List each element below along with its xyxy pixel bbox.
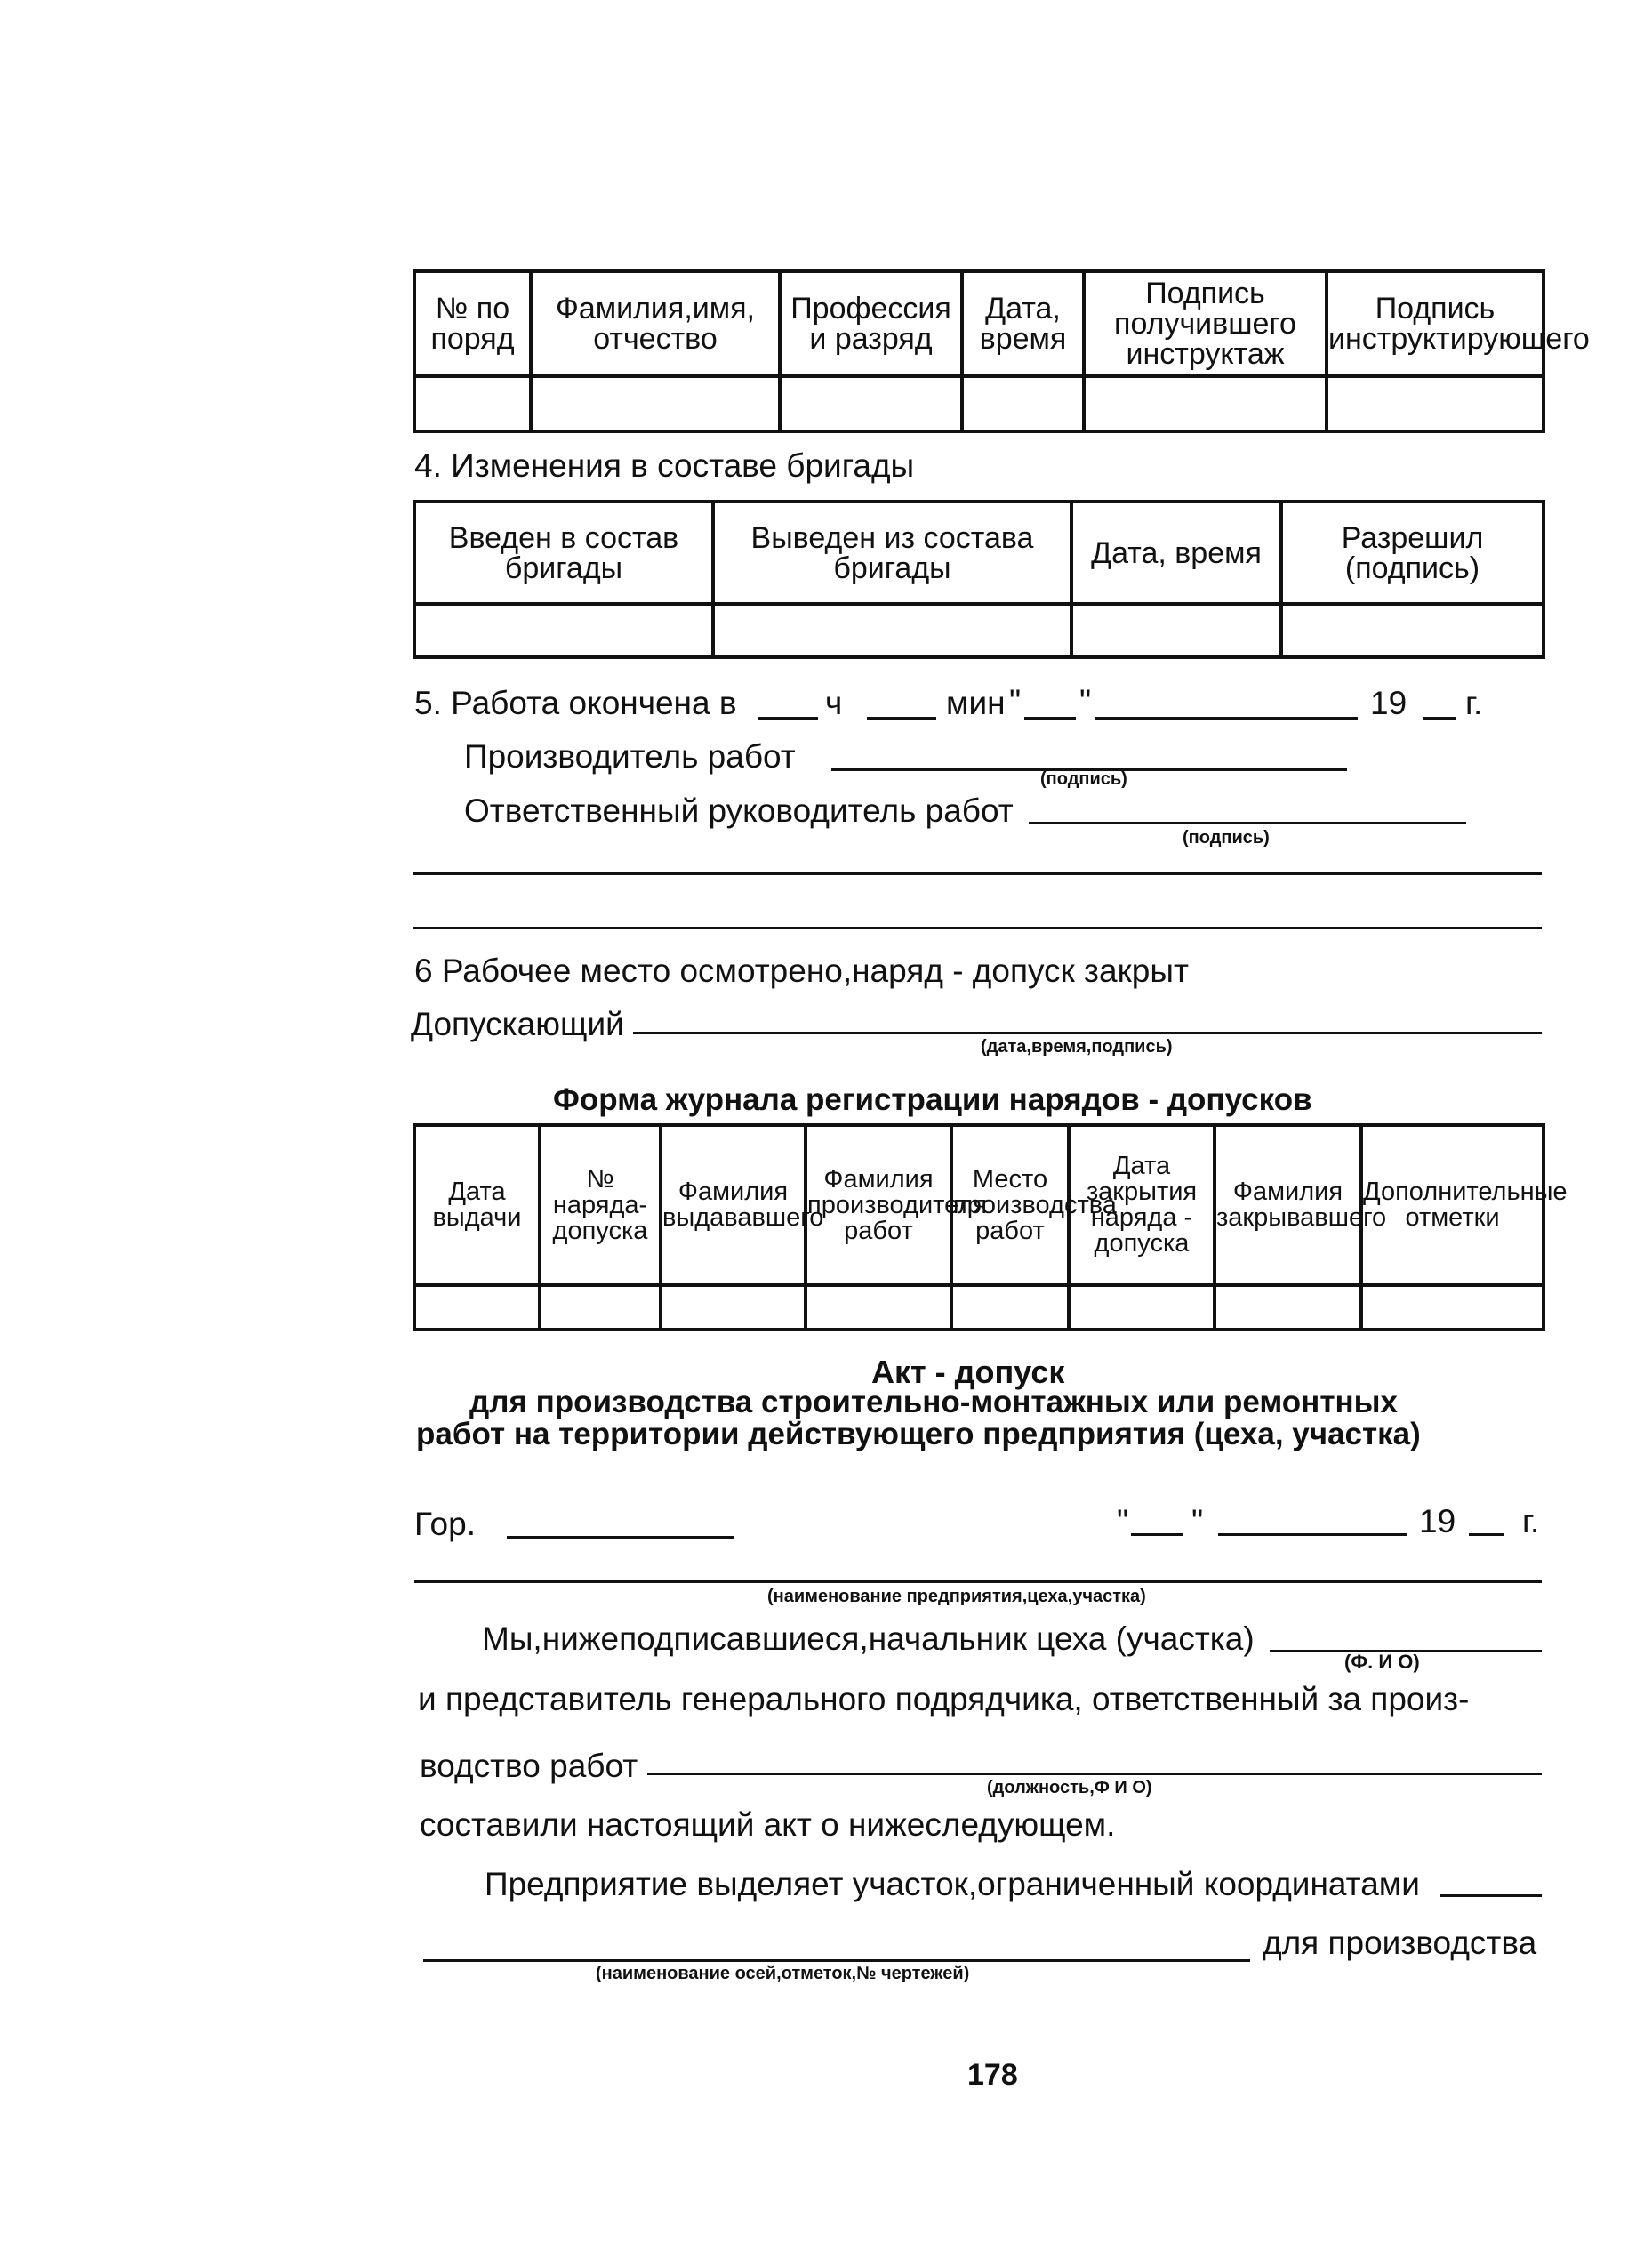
manager-signature-field[interactable] [1029,822,1466,824]
col-producer: Фамилия производителя работ [806,1125,951,1285]
page-number: 178 [967,2058,1018,2092]
hours-field[interactable] [758,717,818,720]
col-signature-instructor: Подпись инструктирующего [1327,271,1544,376]
manager-label: Ответственный руководитель работ [464,792,1014,829]
admitting-label: Допускающий [411,1006,624,1042]
position-caption: (должность,Ф И О) [987,1778,1152,1797]
section4-title: 4. Изменения в составе бригады [414,447,915,484]
table-cell[interactable] [780,376,962,431]
col-issuer: Фамилия выдававшего [661,1125,806,1285]
col-permit-number: № наряда-допуска [540,1125,661,1285]
table-cell[interactable] [1071,604,1281,657]
act-line6: для производства [1263,1925,1537,1961]
table-cell[interactable] [1069,1285,1215,1330]
col-removed: Выведен из состава бригады [713,502,1071,604]
blank-line[interactable] [413,872,1542,875]
table-row [414,376,1544,431]
month-field[interactable] [1095,717,1358,720]
table-cell[interactable] [540,1285,661,1330]
section6-title: 6 Рабочее место осмотрено,наряд - допуск закрыт [414,953,1189,989]
brigade-changes-table [413,500,1545,659]
col-full-name: Фамилия,имя, отчество [531,271,780,376]
table-cell[interactable] [531,376,780,431]
year-prefix: 19 [1370,685,1407,721]
work-finished-label: 5. Работа окончена в [414,685,737,721]
table-row [414,604,1544,657]
act-month-field[interactable] [1218,1533,1407,1536]
col-number: № по поряд [414,271,531,376]
city-field[interactable] [507,1536,734,1539]
table-cell[interactable] [661,1285,806,1330]
axes-field[interactable] [423,1959,1250,1962]
producer-signature-caption: (подпись) [1040,769,1127,789]
col-date-time: Дата, время [1071,502,1281,604]
col-permitted: Разрешил (подпись) [1281,502,1544,604]
organization-caption: (наименование предприятия,цеха,участка) [767,1587,1146,1606]
journal-title: Форма журнала регистрации нарядов - допусков [553,1082,1312,1117]
table-cell[interactable] [962,376,1084,431]
act-title: Акт - допуск [871,1354,1065,1390]
act-quote-close: " [1191,1503,1204,1540]
table-cell[interactable] [713,604,1071,657]
col-added: Введен в состав бригады [414,502,713,604]
act-year-prefix: 19 [1419,1503,1456,1540]
day-field[interactable] [1024,717,1076,720]
minutes-field[interactable] [867,717,936,720]
act-year-suffix: г. [1522,1503,1540,1540]
act-subtitle-line2: работ на территории действующего предприятия (цеха, участка) [416,1417,1421,1451]
table-cell[interactable] [1327,376,1544,431]
col-closer: Фамилия закрывавшего [1215,1125,1361,1285]
table-cell[interactable] [1084,376,1327,431]
table-row [414,1285,1544,1330]
hours-unit: ч [825,685,843,721]
act-line1: Мы,нижеподписавшиеся,начальник цеха (участка) [482,1620,1255,1657]
city-label: Гор. [414,1506,476,1542]
admitting-caption: (дата,время,подпись) [981,1037,1173,1057]
act-line2: и представитель генерального подрядчика, ответственный за произ- [418,1681,1470,1717]
table-cell[interactable] [1281,604,1544,657]
day-quote-open: " [1009,683,1022,720]
col-date-time: Дата, время [962,271,1084,376]
col-closing-date: Дата закрытия наряда - допуска [1069,1125,1215,1285]
contractor-rep-field[interactable] [647,1773,1542,1775]
col-signature-received: Подпись получившего инструктаж [1084,271,1327,376]
act-subtitle-line1: для производства строительно-монтажных или ремонтных [469,1385,1398,1419]
act-quote-open: " [1117,1503,1129,1540]
act-line5: Предприятие выделяет участок,ограниченный координатами [485,1866,1420,1902]
table-cell[interactable] [1215,1285,1361,1330]
table-cell[interactable] [1361,1285,1544,1330]
table-cell[interactable] [951,1285,1069,1330]
act-year-field[interactable] [1469,1533,1504,1536]
act-day-field[interactable] [1131,1533,1183,1536]
act-line3: водство работ [420,1748,638,1784]
col-location: Место производства работ [951,1125,1069,1285]
coordinates-field[interactable] [1440,1894,1542,1897]
col-profession: Профессия и разряд [780,271,962,376]
organization-field[interactable] [414,1580,1542,1583]
axes-caption: (наименование осей,отметок,№ чертежей) [596,1964,970,1983]
minutes-unit: мин [946,685,1006,721]
fio-caption: (Ф. И О) [1344,1651,1420,1673]
instruction-table [413,269,1590,433]
year-suffix: г. [1465,685,1483,721]
act-line4: составили настоящий акт о нижеследующем. [420,1806,1116,1843]
manager-signature-caption: (подпись) [1183,828,1270,848]
blank-line[interactable] [413,927,1542,929]
table-cell[interactable] [414,604,713,657]
producer-label: Производитель работ [464,738,796,775]
col-notes: Дополнительные отметки [1361,1125,1544,1285]
day-quote-close: " [1079,683,1092,720]
table-cell[interactable] [414,1285,540,1330]
col-issue-date: Дата выдачи [414,1125,540,1285]
year-field[interactable] [1423,717,1456,720]
admitting-field[interactable] [633,1032,1542,1034]
journal-table [413,1123,1568,1331]
table-cell[interactable] [414,376,531,431]
table-cell[interactable] [806,1285,951,1330]
